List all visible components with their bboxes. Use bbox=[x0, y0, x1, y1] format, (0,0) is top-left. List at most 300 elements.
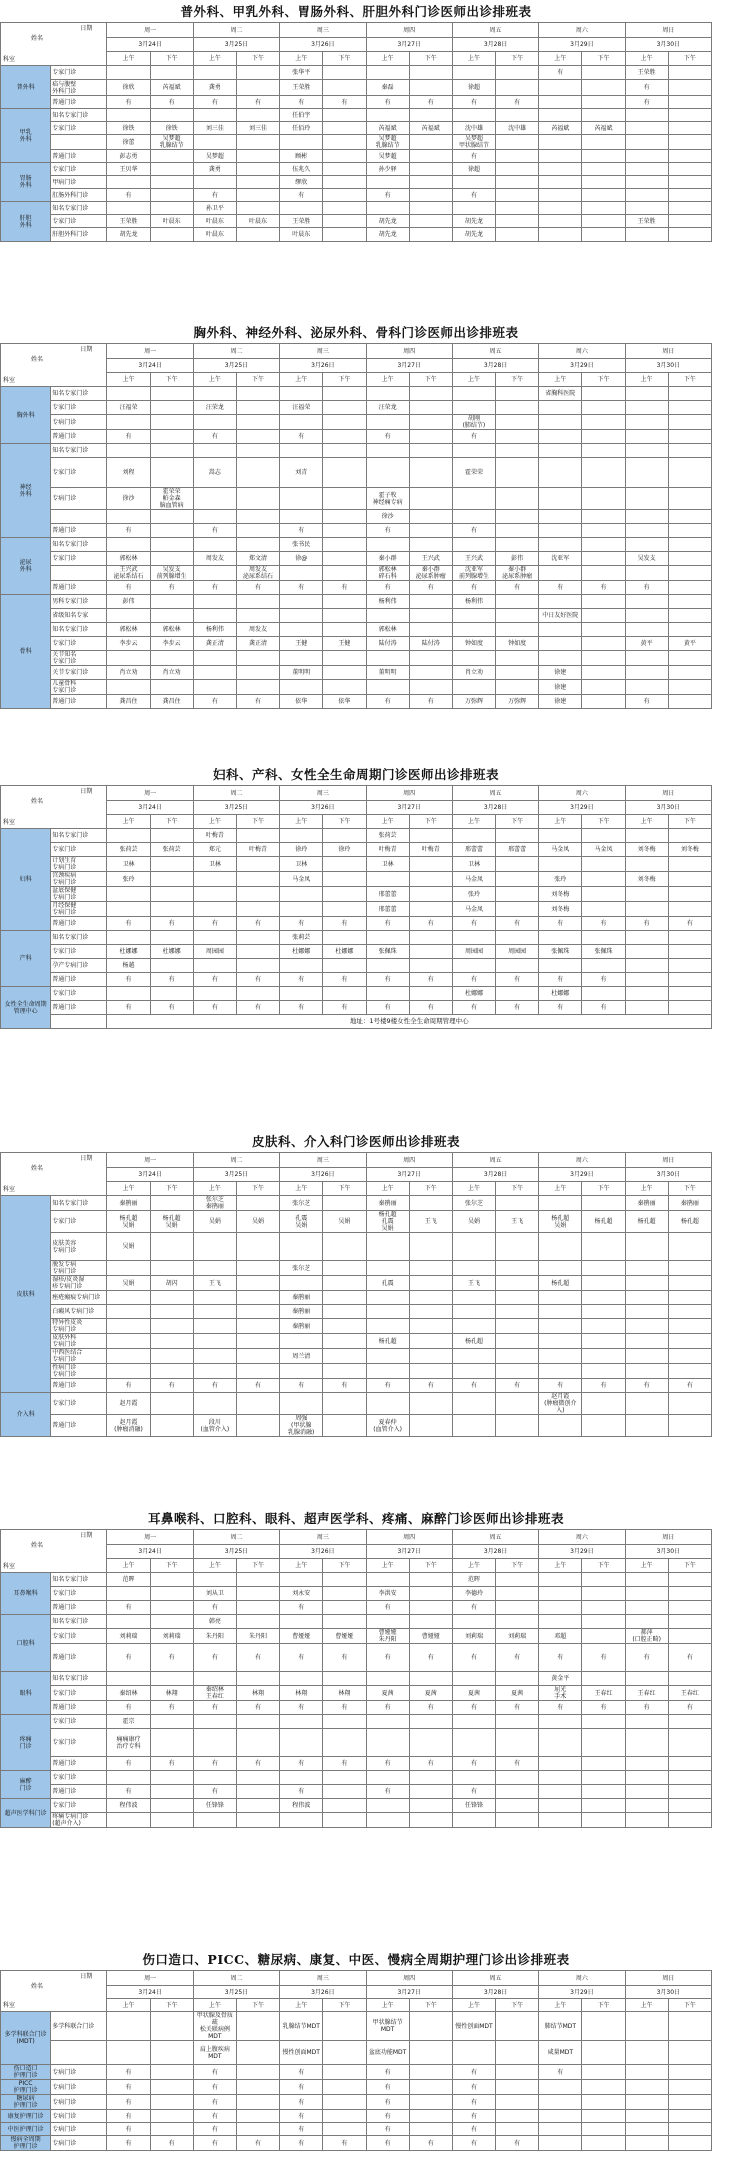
day-header: 周一 bbox=[107, 1530, 193, 1545]
pm-header: 下午 bbox=[409, 1182, 452, 1196]
schedule-cell: 有 bbox=[539, 917, 582, 931]
schedule-cell bbox=[452, 109, 495, 122]
schedule-cell bbox=[496, 680, 539, 695]
schedule-cell bbox=[236, 1393, 279, 1415]
schedule-cell bbox=[193, 1813, 236, 1828]
schedule-cell: 郑文清 bbox=[236, 552, 279, 566]
date-header-row bbox=[1, 801, 712, 815]
schedule-cell: 杜娜娜 bbox=[539, 987, 582, 1001]
schedule-cell: 黄平 bbox=[625, 637, 668, 651]
schedule-cell: 胡先龙 bbox=[366, 228, 409, 242]
schedule-cell: 有 bbox=[366, 2110, 409, 2123]
pm-header: 下午 bbox=[409, 1559, 452, 1573]
schedule-cell: 有 bbox=[452, 1601, 495, 1615]
schedule-cell bbox=[668, 945, 711, 959]
schedule-cell bbox=[625, 987, 668, 1001]
schedule-cell: 有 bbox=[193, 2123, 236, 2136]
schedule-cell bbox=[236, 931, 279, 945]
schedule-cell bbox=[150, 651, 193, 666]
table-row bbox=[1, 902, 712, 917]
schedule-cell bbox=[409, 857, 452, 872]
day-header-row bbox=[1, 1153, 712, 1168]
schedule-cell bbox=[452, 1364, 495, 1379]
date-header: 3月27日 bbox=[366, 38, 452, 52]
schedule-cell: 夏春仲 (血管介入) bbox=[366, 1415, 409, 1437]
day-header: 周二 bbox=[193, 344, 279, 359]
clinic-type-cell: 专家门诊 bbox=[51, 401, 107, 415]
pm-header: 下午 bbox=[668, 1182, 711, 1196]
schedule-cell bbox=[668, 150, 711, 163]
schedule-cell bbox=[496, 228, 539, 242]
clinic-type-cell: 普通门诊 bbox=[51, 150, 107, 163]
schedule-cell: 徐铁 bbox=[107, 122, 150, 135]
header-corner bbox=[1, 23, 107, 66]
schedule-cell bbox=[668, 609, 711, 623]
schedule-cell bbox=[236, 202, 279, 215]
schedule-cell bbox=[582, 387, 625, 401]
schedule-cell: 张尔芝 bbox=[452, 1196, 495, 1211]
schedule-cell bbox=[452, 623, 495, 637]
schedule-cell: 王飞 bbox=[496, 1211, 539, 1233]
schedule-cell bbox=[409, 1261, 452, 1276]
schedule-cell bbox=[193, 444, 236, 458]
schedule-cell bbox=[366, 1291, 409, 1305]
table-row bbox=[1, 959, 712, 973]
table-row bbox=[1, 1813, 712, 1828]
schedule-cell: 胡先龙 bbox=[107, 228, 150, 242]
date-header: 3月24日 bbox=[107, 359, 193, 373]
schedule-cell bbox=[539, 1196, 582, 1211]
schedule-cell bbox=[409, 829, 452, 843]
schedule-cell: 任伯宇 bbox=[280, 109, 323, 122]
schedule-cell bbox=[582, 2095, 625, 2110]
am-header: 上午 bbox=[107, 52, 150, 66]
schedule-cell: 张玲 bbox=[107, 872, 150, 887]
schedule-cell bbox=[150, 1364, 193, 1379]
schedule-cell: 有 bbox=[280, 189, 323, 202]
department-cell: 多学科联合门诊 (MDT) bbox=[1, 2012, 51, 2065]
schedule-cell: 杨利伟 bbox=[452, 595, 495, 609]
schedule-cell bbox=[582, 1729, 625, 1757]
schedule-cell: 有 bbox=[150, 1001, 193, 1015]
date-header: 3月30日 bbox=[625, 801, 711, 815]
schedule-cell bbox=[668, 887, 711, 902]
schedule-cell bbox=[668, 1319, 711, 1334]
schedule-cell bbox=[409, 109, 452, 122]
schedule-cell bbox=[193, 1334, 236, 1349]
schedule-cell bbox=[236, 1587, 279, 1601]
schedule-cell bbox=[409, 651, 452, 666]
table-row bbox=[1, 1015, 712, 1029]
schedule-table bbox=[0, 22, 712, 242]
table-row bbox=[1, 1319, 712, 1334]
schedule-cell: 顾彬 bbox=[280, 150, 323, 163]
schedule-cell bbox=[582, 887, 625, 902]
schedule-cell bbox=[150, 987, 193, 1001]
schedule-cell bbox=[323, 80, 366, 96]
schedule-cell bbox=[582, 176, 625, 189]
schedule-cell bbox=[496, 1276, 539, 1291]
schedule-cell bbox=[366, 444, 409, 458]
schedule-cell: 胡先龙 bbox=[452, 228, 495, 242]
am-header: 上午 bbox=[193, 1999, 236, 2012]
schedule-cell: 秦鹃丽 bbox=[366, 1196, 409, 1211]
schedule-cell: 有 bbox=[280, 2095, 323, 2110]
schedule-cell: 有 bbox=[323, 1001, 366, 1015]
schedule-cell bbox=[150, 887, 193, 902]
schedule-cell bbox=[582, 2065, 625, 2080]
schedule-cell: 赵月霞 (肿瘤微创介入) bbox=[539, 1393, 582, 1415]
table-row bbox=[1, 387, 712, 401]
schedule-cell: 吴梦超 bbox=[366, 150, 409, 163]
schedule-cell bbox=[193, 680, 236, 695]
schedule-cell: 吴娟 bbox=[236, 1211, 279, 1233]
table-row bbox=[1, 2095, 712, 2110]
schedule-cell bbox=[496, 887, 539, 902]
schedule-cell bbox=[582, 1364, 625, 1379]
schedule-cell: 王健 bbox=[280, 637, 323, 651]
schedule-cell bbox=[496, 931, 539, 945]
schedule-cell bbox=[625, 1799, 668, 1813]
schedule-cell bbox=[107, 987, 150, 1001]
schedule-cell: 有 bbox=[366, 1757, 409, 1771]
schedule-cell: 任锋锋 bbox=[452, 1799, 495, 1813]
table-row bbox=[1, 1393, 712, 1415]
schedule-cell bbox=[409, 1601, 452, 1615]
schedule-cell bbox=[539, 488, 582, 510]
schedule-cell bbox=[280, 1771, 323, 1785]
schedule-cell bbox=[107, 109, 150, 122]
schedule-cell: 有 bbox=[107, 1379, 150, 1393]
schedule-cell bbox=[236, 458, 279, 488]
dept-label: 科室 bbox=[3, 819, 16, 826]
clinic-type-cell bbox=[51, 566, 107, 581]
schedule-cell bbox=[496, 2041, 539, 2065]
schedule-cell bbox=[193, 566, 236, 581]
schedule-cell bbox=[452, 176, 495, 189]
schedule-cell bbox=[323, 902, 366, 917]
schedule-cell bbox=[366, 1305, 409, 1319]
date-header: 3月27日 bbox=[366, 801, 452, 815]
schedule-cell bbox=[323, 1715, 366, 1729]
schedule-cell bbox=[236, 902, 279, 917]
schedule-cell bbox=[236, 488, 279, 510]
schedule-cell bbox=[280, 387, 323, 401]
schedule-cell bbox=[668, 488, 711, 510]
schedule-cell bbox=[236, 2095, 279, 2110]
schedule-cell bbox=[107, 66, 150, 80]
table-row bbox=[1, 1715, 712, 1729]
schedule-cell bbox=[150, 1261, 193, 1276]
schedule-cell: 有 bbox=[496, 1644, 539, 1672]
date-header-row bbox=[1, 359, 712, 373]
clinic-type-cell: 特异性皮炎 专病门诊 bbox=[51, 1319, 107, 1334]
table-row bbox=[1, 1573, 712, 1587]
schedule-cell bbox=[193, 666, 236, 680]
schedule-cell bbox=[582, 1771, 625, 1785]
schedule-cell: 徐铁 bbox=[150, 122, 193, 135]
schedule-cell bbox=[625, 1785, 668, 1799]
schedule-cell bbox=[539, 829, 582, 843]
day-header: 周五 bbox=[452, 1530, 538, 1545]
schedule-cell bbox=[539, 566, 582, 581]
schedule-cell: 有 bbox=[366, 1601, 409, 1615]
schedule-cell: 有 bbox=[107, 581, 150, 595]
schedule-cell bbox=[150, 458, 193, 488]
day-header: 周一 bbox=[107, 786, 193, 801]
table-row bbox=[1, 1757, 712, 1771]
schedule-cell bbox=[582, 524, 625, 538]
schedule-cell bbox=[496, 1601, 539, 1615]
clinic-type-cell: 普通门诊 bbox=[51, 973, 107, 987]
schedule-cell bbox=[582, 1334, 625, 1349]
schedule-cell bbox=[150, 2080, 193, 2095]
schedule-cell bbox=[280, 1334, 323, 1349]
schedule-cell bbox=[625, 959, 668, 973]
table-row bbox=[1, 66, 712, 80]
schedule-cell bbox=[668, 1349, 711, 1364]
schedule-cell: 有 bbox=[280, 1379, 323, 1393]
schedule-cell bbox=[366, 651, 409, 666]
schedule-cell bbox=[280, 609, 323, 623]
schedule-cell bbox=[539, 651, 582, 666]
day-header: 周五 bbox=[452, 344, 538, 359]
schedule-cell bbox=[236, 1799, 279, 1813]
schedule-cell bbox=[150, 1319, 193, 1334]
schedule-cell: 杨孔超 吴娟 bbox=[150, 1211, 193, 1233]
schedule-cell: 有 bbox=[452, 2136, 495, 2151]
schedule-cell bbox=[496, 666, 539, 680]
schedule-cell: 有 bbox=[496, 1001, 539, 1015]
schedule-cell: 汪荣龙 bbox=[193, 401, 236, 415]
schedule-cell bbox=[193, 135, 236, 150]
schedule-cell bbox=[582, 510, 625, 524]
schedule-cell bbox=[496, 987, 539, 1001]
schedule-cell: 有 bbox=[150, 917, 193, 931]
schedule-cell: 叶梅青 bbox=[409, 843, 452, 857]
day-header: 周日 bbox=[625, 344, 711, 359]
schedule-cell bbox=[496, 1233, 539, 1261]
schedule-cell bbox=[366, 109, 409, 122]
schedule-cell bbox=[625, 1393, 668, 1415]
clinic-type-cell: 专病门诊 bbox=[51, 2123, 107, 2136]
clinic-type-cell: 专家门诊 bbox=[51, 66, 107, 80]
schedule-cell: 有 bbox=[452, 150, 495, 163]
date-header: 3月30日 bbox=[625, 1168, 711, 1182]
schedule-cell: 肩上腹疾病MDT bbox=[193, 2041, 236, 2065]
day-header: 周五 bbox=[452, 786, 538, 801]
schedule-cell: 有 bbox=[107, 1757, 150, 1771]
schedule-cell bbox=[582, 150, 625, 163]
schedule-cell: 有 bbox=[107, 524, 150, 538]
table-row bbox=[1, 1334, 712, 1349]
schedule-cell bbox=[539, 1799, 582, 1813]
schedule-cell: 徐超 bbox=[452, 163, 495, 176]
schedule-cell bbox=[539, 2080, 582, 2095]
schedule-cell: 有 bbox=[280, 430, 323, 444]
schedule-cell: 有 bbox=[452, 2065, 495, 2080]
schedule-cell bbox=[323, 1615, 366, 1629]
table-row bbox=[1, 401, 712, 415]
schedule-cell bbox=[280, 829, 323, 843]
department-cell: 泌尿 外科 bbox=[1, 538, 51, 595]
schedule-cell bbox=[539, 1757, 582, 1771]
schedule-cell bbox=[236, 2110, 279, 2123]
schedule-cell: 有 bbox=[409, 96, 452, 109]
schedule-cell bbox=[582, 415, 625, 430]
schedule-cell: 叶晨东 bbox=[193, 228, 236, 242]
schedule-cell bbox=[323, 189, 366, 202]
schedule-cell: 汪福荣 bbox=[280, 401, 323, 415]
schedule-table bbox=[0, 1152, 712, 1437]
schedule-cell: 王飞 bbox=[409, 1211, 452, 1233]
schedule-cell: 依华 bbox=[323, 695, 366, 709]
date-header: 3月29日 bbox=[539, 1545, 625, 1559]
schedule-cell: 吴发支 前列腺增生 bbox=[150, 566, 193, 581]
table-row bbox=[1, 96, 712, 109]
schedule-cell: 王健 bbox=[323, 637, 366, 651]
date-label: 日期 bbox=[80, 25, 93, 32]
schedule-cell bbox=[366, 1799, 409, 1813]
schedule-cell bbox=[107, 1349, 150, 1364]
schedule-cell: 有 bbox=[366, 2080, 409, 2095]
date-header: 3月27日 bbox=[366, 1986, 452, 1999]
schedule-cell bbox=[150, 857, 193, 872]
clinic-type-cell: 普通门诊 bbox=[51, 430, 107, 444]
schedule-cell bbox=[323, 1587, 366, 1601]
am-header: 上午 bbox=[452, 1182, 495, 1196]
schedule-cell bbox=[280, 902, 323, 917]
schedule-cell: 有 bbox=[193, 695, 236, 709]
schedule-cell bbox=[409, 1573, 452, 1587]
schedule-cell bbox=[625, 1334, 668, 1349]
clinic-type-cell: 普通门诊 bbox=[51, 1379, 107, 1393]
table-row bbox=[1, 430, 712, 444]
date-header: 3月25日 bbox=[193, 1986, 279, 1999]
schedule-cell bbox=[193, 66, 236, 80]
schedule-cell: 钟如度 bbox=[496, 637, 539, 651]
schedule-cell bbox=[236, 524, 279, 538]
schedule-cell bbox=[236, 538, 279, 552]
date-header: 3月29日 bbox=[539, 1168, 625, 1182]
schedule-cell: 刘冬梅 bbox=[625, 843, 668, 857]
schedule-cell: 夏茜 bbox=[496, 1686, 539, 1701]
schedule-cell bbox=[280, 987, 323, 1001]
schedule-cell bbox=[323, 401, 366, 415]
schedule-cell: 杨越 bbox=[107, 959, 150, 973]
schedule-cell bbox=[409, 401, 452, 415]
schedule-cell bbox=[323, 1276, 366, 1291]
schedule-cell bbox=[280, 1393, 323, 1415]
date-header: 3月24日 bbox=[107, 1986, 193, 1999]
table-row bbox=[1, 122, 712, 135]
schedule-cell: 张尔芝 bbox=[280, 1261, 323, 1276]
schedule-cell: 叶晨东 bbox=[193, 215, 236, 228]
schedule-cell bbox=[582, 959, 625, 973]
schedule-cell: 秦磊 bbox=[366, 80, 409, 96]
clinic-type-cell: 知名专家门诊 bbox=[51, 623, 107, 637]
schedule-cell: 有 bbox=[366, 1785, 409, 1799]
schedule-cell bbox=[668, 189, 711, 202]
clinic-type-cell: 普通门诊 bbox=[51, 917, 107, 931]
schedule-cell bbox=[625, 2123, 668, 2136]
schedule-cell bbox=[539, 595, 582, 609]
schedule-cell bbox=[452, 680, 495, 695]
clinic-type-cell: 湿疹/皮炎湿 疹专病门诊 bbox=[51, 1276, 107, 1291]
schedule-cell bbox=[668, 387, 711, 401]
date-header: 3月28日 bbox=[452, 359, 538, 373]
date-header: 3月25日 bbox=[193, 38, 279, 52]
name-label: 姓名 bbox=[31, 1542, 44, 1549]
schedule-cell: 依华 bbox=[280, 695, 323, 709]
schedule-cell bbox=[668, 581, 711, 595]
schedule-cell: 有 bbox=[193, 2080, 236, 2095]
day-header: 周六 bbox=[539, 23, 625, 38]
schedule-cell bbox=[668, 1629, 711, 1644]
schedule-cell bbox=[323, 228, 366, 242]
pm-header: 下午 bbox=[150, 52, 193, 66]
clinic-type-cell: 盆底保健 专病门诊 bbox=[51, 887, 107, 902]
schedule-cell bbox=[280, 1729, 323, 1757]
schedule-cell bbox=[236, 66, 279, 80]
schedule-cell bbox=[582, 1573, 625, 1587]
schedule-cell: 曹娅娅 bbox=[280, 1629, 323, 1644]
day-header: 周三 bbox=[280, 1971, 366, 1986]
schedule-cell bbox=[496, 1672, 539, 1686]
schedule-cell bbox=[193, 1393, 236, 1415]
schedule-cell bbox=[150, 609, 193, 623]
schedule-cell bbox=[150, 415, 193, 430]
department-cell: 女性全生命周期 管理中心 bbox=[1, 987, 51, 1029]
schedule-cell: 有 bbox=[280, 2136, 323, 2151]
schedule-cell: 张佩珠 bbox=[582, 945, 625, 959]
schedule-cell: 秦鹃丽 bbox=[625, 1196, 668, 1211]
schedule-cell bbox=[539, 637, 582, 651]
schedule-cell bbox=[668, 80, 711, 96]
schedule-cell bbox=[409, 872, 452, 887]
schedule-cell: 陆付涛 bbox=[366, 637, 409, 651]
schedule-cell bbox=[236, 1364, 279, 1379]
table-row bbox=[1, 80, 712, 96]
schedule-cell: 有 bbox=[150, 581, 193, 595]
schedule-cell bbox=[323, 1573, 366, 1587]
date-header: 3月25日 bbox=[193, 359, 279, 373]
clinic-type-cell: 专家门诊 bbox=[51, 843, 107, 857]
schedule-cell bbox=[539, 1319, 582, 1334]
schedule-cell bbox=[323, 387, 366, 401]
schedule-cell bbox=[409, 1233, 452, 1261]
schedule-cell: 张荷芸 bbox=[150, 843, 193, 857]
schedule-cell bbox=[150, 1715, 193, 1729]
schedule-cell bbox=[625, 2080, 668, 2095]
schedule-cell bbox=[668, 857, 711, 872]
schedule-cell bbox=[323, 1319, 366, 1334]
schedule-cell bbox=[193, 1349, 236, 1364]
schedule-cell: 刘三佳 bbox=[236, 122, 279, 135]
schedule-cell bbox=[366, 66, 409, 80]
clinic-type-cell: 疝与腹壁 外科门诊 bbox=[51, 80, 107, 96]
schedule-cell bbox=[625, 189, 668, 202]
day-header: 周三 bbox=[280, 1153, 366, 1168]
schedule-cell bbox=[625, 1729, 668, 1757]
table-row bbox=[1, 581, 712, 595]
schedule-cell bbox=[236, 415, 279, 430]
schedule-cell: 有 bbox=[496, 581, 539, 595]
schedule-cell bbox=[236, 2065, 279, 2080]
schedule-cell bbox=[193, 931, 236, 945]
schedule-cell: 有 bbox=[150, 1701, 193, 1715]
table-row bbox=[1, 135, 712, 150]
